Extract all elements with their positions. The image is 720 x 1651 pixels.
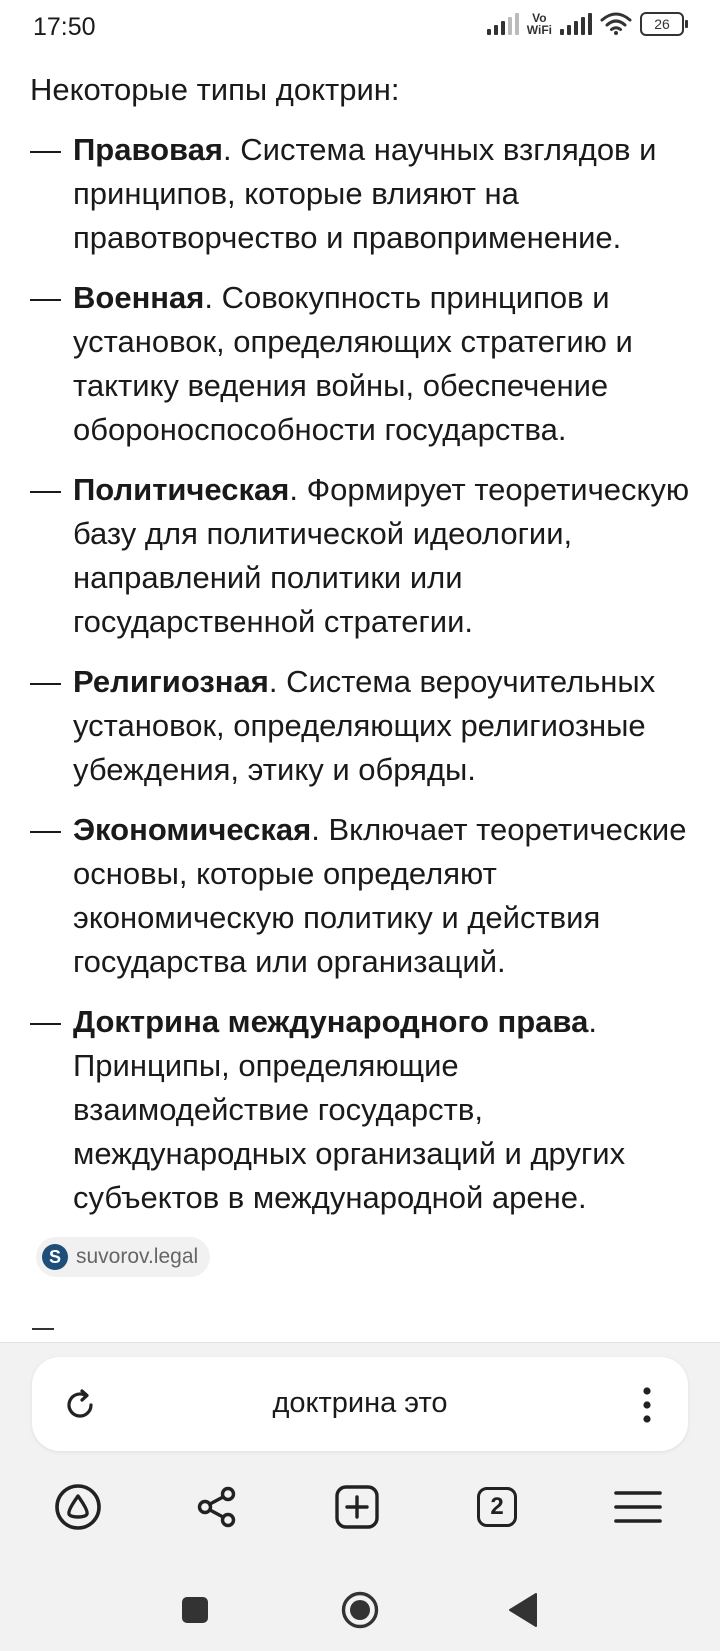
new-tab-button[interactable] [329,1479,385,1535]
reload-icon[interactable] [60,1385,100,1425]
share-button[interactable] [189,1479,245,1535]
list-item [30,660,690,792]
list-item-term: Политическая [73,472,290,507]
next-item-dash [32,1328,54,1330]
list-item-term: Военная [73,280,205,315]
list-item [30,128,690,260]
source-logo-icon: S [42,1244,68,1270]
wifi-icon [600,12,632,36]
browser-bottom-panel [0,1342,720,1651]
status-bar [0,0,720,56]
alice-button[interactable] [50,1479,106,1535]
list-item-text: . Принципы, определяющие взаимодействие государств, международных организаций и других субъектов в международной арене. [73,1004,626,1215]
tabs-icon: 2 [477,1487,517,1527]
list-item [30,468,690,644]
recent-apps-icon [180,1595,210,1625]
browser-toolbar [0,1479,720,1539]
list-item [30,808,690,984]
source-link[interactable] [36,1237,210,1277]
list-dash: — [30,664,61,699]
list-item-text: . Система вероучительных установок, определяющих религиозные убеждения, этику и обряды. [73,664,656,787]
list-dash: — [30,472,61,507]
battery-icon: 26 [640,12,684,36]
list-dash: — [30,1004,61,1039]
more-vertical-icon[interactable] [642,1385,652,1425]
tabs-button[interactable] [469,1479,525,1535]
back-button[interactable] [498,1585,548,1635]
source-name: suvorov.legal [76,1245,199,1268]
recent-apps-button[interactable] [170,1585,220,1635]
search-bar[interactable] [32,1357,688,1451]
share-icon [193,1483,241,1531]
new-tab-icon [334,1484,380,1530]
menu-icon [614,1487,662,1527]
list-item-text: . Формирует теоретическую базу для политической идеологии, направлений политики или государственной стратегии. [73,472,690,639]
back-icon [506,1592,540,1628]
list-item-term: Экономическая [73,812,312,847]
search-query[interactable]: доктрина это [272,1387,448,1419]
list-dash: — [30,132,61,167]
list-item-text: . Система научных взглядов и принципов, которые влияют на правотворчество и правоприменение. [73,132,657,255]
cellular-signal-2-icon [560,13,592,35]
status-time: 17:50 [33,13,96,41]
status-icons [487,12,684,36]
alice-icon [54,1483,102,1531]
list-item-term: Правовая [73,132,224,167]
doctrine-types-list [30,128,690,1236]
intro-text: Некоторые типы доктрин: [30,72,400,107]
list-item-term: Доктрина международного права [73,1004,589,1039]
list-item [30,276,690,452]
list-item-term: Религиозная [73,664,269,699]
list-item [30,1000,690,1220]
list-dash: — [30,280,61,315]
home-button[interactable] [335,1585,385,1635]
menu-button[interactable] [610,1479,666,1535]
vowifi-icon: Vo WiFi [526,11,552,37]
list-dash: — [30,812,61,847]
list-item-text: . Включает теоретические основы, которые определяют экономическую политику и действия государства или организаций. [73,812,687,979]
home-icon [340,1590,380,1630]
system-nav-bar [0,1575,720,1645]
list-item-text: . Совокупность принципов и установок, определяющих стратегию и тактику ведения войны, обеспечение обороноспособности государства. [73,280,633,447]
cellular-signal-icon [487,13,519,35]
